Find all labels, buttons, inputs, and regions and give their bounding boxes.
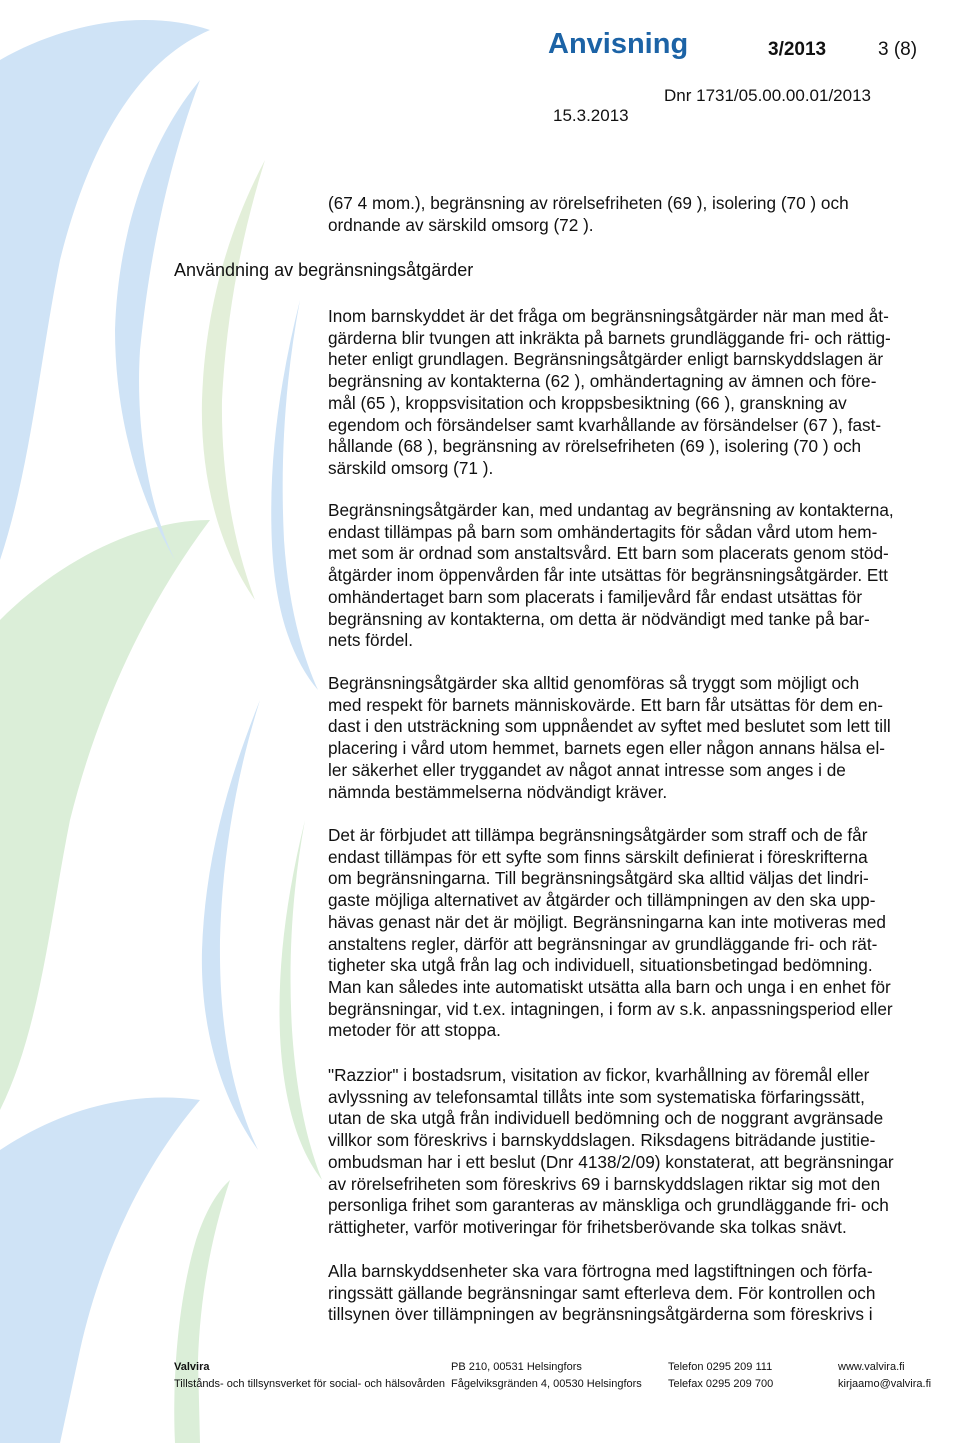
footer-phone: Telefon 0295 209 111 (668, 1361, 773, 1373)
text-line: utan de ska utgå från individuell bedömning och de noggrant avgränsade (328, 1108, 884, 1129)
text-line: rättigheter, varför motiveringar för frihetsberövande ska tolkas snävt. (328, 1216, 847, 1237)
text-line: nets fördel. (328, 630, 414, 651)
text-line: metoder för att stoppa. (328, 1020, 501, 1041)
text-line: gärderna blir tvungen att inkräkta på barnets grundläggande fri- och rättig- (328, 327, 891, 348)
text-line: tigheter ska utgå från lag och individuell, situationsbetingad bedömning. (328, 955, 873, 976)
text-line: begränsning av kontakterna, om detta är nödvändigt med tanke på bar- (328, 608, 870, 629)
paragraph-6 (328, 1261, 950, 1326)
text-line: villkor som föreskrivs i barnskyddslagen. Riksdagens biträdande justitie- (328, 1130, 876, 1151)
text-line: anstaltens regler, därför att begränsningar av grundläggande fri- och rät- (328, 933, 878, 954)
document-title: Anvisning (548, 28, 689, 60)
text-line: hållande (68 ), begränsning av rörelsefriheten (69 ), isolering (70 ) och (328, 436, 862, 457)
footer-email-link[interactable]: kirjaamo@valvira.fi (838, 1378, 932, 1390)
footer-postal-address: PB 210, 00531 Helsingfors (451, 1361, 582, 1373)
text-line: åtgärder inom öppenvården får inte utsättas för begränsningsåtgärder. Ett (328, 565, 888, 586)
text-line: nämnda bestämmelserna nödvändigt kräver. (328, 781, 668, 802)
text-line: Det är förbjudet att tillämpa begränsningsåtgärder som straff och de får (328, 825, 868, 845)
text-line: (67 4 mom.), begränsning av rörelsefriheten (69 ), isolering (70 ) och (328, 193, 849, 213)
text-line: särskild omsorg (71 ). (328, 457, 494, 478)
text-line: Inom barnskyddet är det fråga om begränsningsåtgärder när man med åt- (328, 306, 889, 326)
page-footer (0, 1358, 960, 1394)
text-line: endast tillämpas på barn som omhändertagits för sådan vård utom hem- (328, 521, 878, 542)
text-line: "Razzior" i bostadsrum, visitation av fickor, kvarhållning av föremål eller (328, 1065, 870, 1085)
footer-fax: Telefax 0295 209 700 (668, 1378, 774, 1390)
footer-org: Valvira (174, 1361, 210, 1373)
section-heading: Användning av begränsningsåtgärder (174, 260, 474, 280)
background-decoration (0, 0, 330, 1443)
text-line: heter enligt grundlagen. Begränsningsåtgärder enligt barnskyddslagen är (328, 349, 884, 370)
paragraph-4 (328, 825, 950, 1042)
text-line: egendom och försändelser samt kvarhållande av försändelser (67 ), fast- (328, 414, 882, 435)
text-line: hävas genast när det är möjligt. Begränsningarna kan inte motiveras med (328, 911, 886, 932)
text-line: personliga frihet som garanteras av mänskliga och grundläggande fri- och (328, 1195, 889, 1216)
page-number: 3 (8) (878, 39, 918, 60)
paragraph-2 (328, 500, 950, 652)
footer-org-full: Tillstånds- och tillsynsverket för social- och hälsovården (174, 1378, 446, 1390)
text-line: mål (65 ), kroppsvisitation och kroppsbesiktning (66 ), granskning av (328, 392, 847, 413)
text-line: av rörelsefriheten som föreskrivs 69 i barnskyddslagen riktar sig mot den (328, 1173, 881, 1194)
text-line: ordnande av särskild omsorg (72 ). (328, 214, 594, 235)
text-line: begränsningar, vid t.ex. intagningen, i form av s.k. anpassningsperiod eller (328, 998, 893, 1019)
paragraph-5 (328, 1065, 950, 1239)
text-line: omhändertaget barn som placerats i familjevård får endast utsättas för (328, 586, 863, 607)
text-line: gaste möjliga alternativet av åtgärder och tillämpningen av den ska upp- (328, 890, 876, 911)
text-line: Man kan således inte automatiskt utsätta alla barn och unga i en enhet för (328, 976, 891, 997)
paragraph-3 (328, 673, 950, 803)
document-number: 3/2013 (768, 39, 827, 60)
text-line: endast tillämpas för ett syfte som finns särskilt definierat i föreskrifterna (328, 846, 868, 867)
text-line: ringssätt gällande begränsningar samt efterleva dem. För kontrollen och (328, 1282, 876, 1303)
text-line: ombudsman har i ett beslut (Dnr 4138/2/09) konstaterat, att begränsningar (328, 1151, 894, 1172)
paragraph-1 (328, 306, 950, 480)
text-line: begränsning av kontakterna (62 ), omhändertagning av ämnen och före- (328, 371, 877, 392)
intro-text (328, 193, 950, 236)
diary-number: Dnr 1731/05.00.00.01/2013 (664, 86, 872, 105)
text-line: om begränsningarna. Till begränsningsåtgärd ska alltid väljas det lindri- (328, 868, 869, 889)
text-line: Alla barnskyddsenheter ska vara förtrogna med lagstiftningen och förfa- (328, 1261, 873, 1281)
text-line: tillsynen över tillämpningen av begränsningsåtgärderna som föreskrivs i (328, 1304, 873, 1325)
text-line: Begränsningsåtgärder ska alltid genomföras så tryggt som möjligt och (328, 673, 860, 693)
footer-street-address: Fågelviksgränden 4, 00530 Helsingfors (451, 1378, 642, 1390)
text-line: dast i den utsträckning som uppnåendet av syftet med beslutet som lett till (328, 716, 891, 737)
text-line: ler säkerhet eller tryggandet av något annat intresse som anges i de (328, 759, 846, 780)
footer-website-link[interactable]: www.valvira.fi (838, 1361, 905, 1373)
text-line: Begränsningsåtgärder kan, med undantag av begränsning av kontakterna, (328, 500, 894, 520)
text-line: med respekt för barnets människovärde. Ett barn får utsättas för dem en- (328, 694, 884, 715)
text-line: placering i vård utom hemmet, barnets egen eller någon annans hälsa el- (328, 738, 886, 759)
text-line: avlyssning av telefonsamtal tillåts inte som systematiska förfaringssätt, (328, 1086, 865, 1107)
document-date: 15.3.2013 (553, 106, 629, 125)
text-line: met som är ordnad som anstaltsvård. Ett barn som placerats genom stöd- (328, 543, 889, 564)
